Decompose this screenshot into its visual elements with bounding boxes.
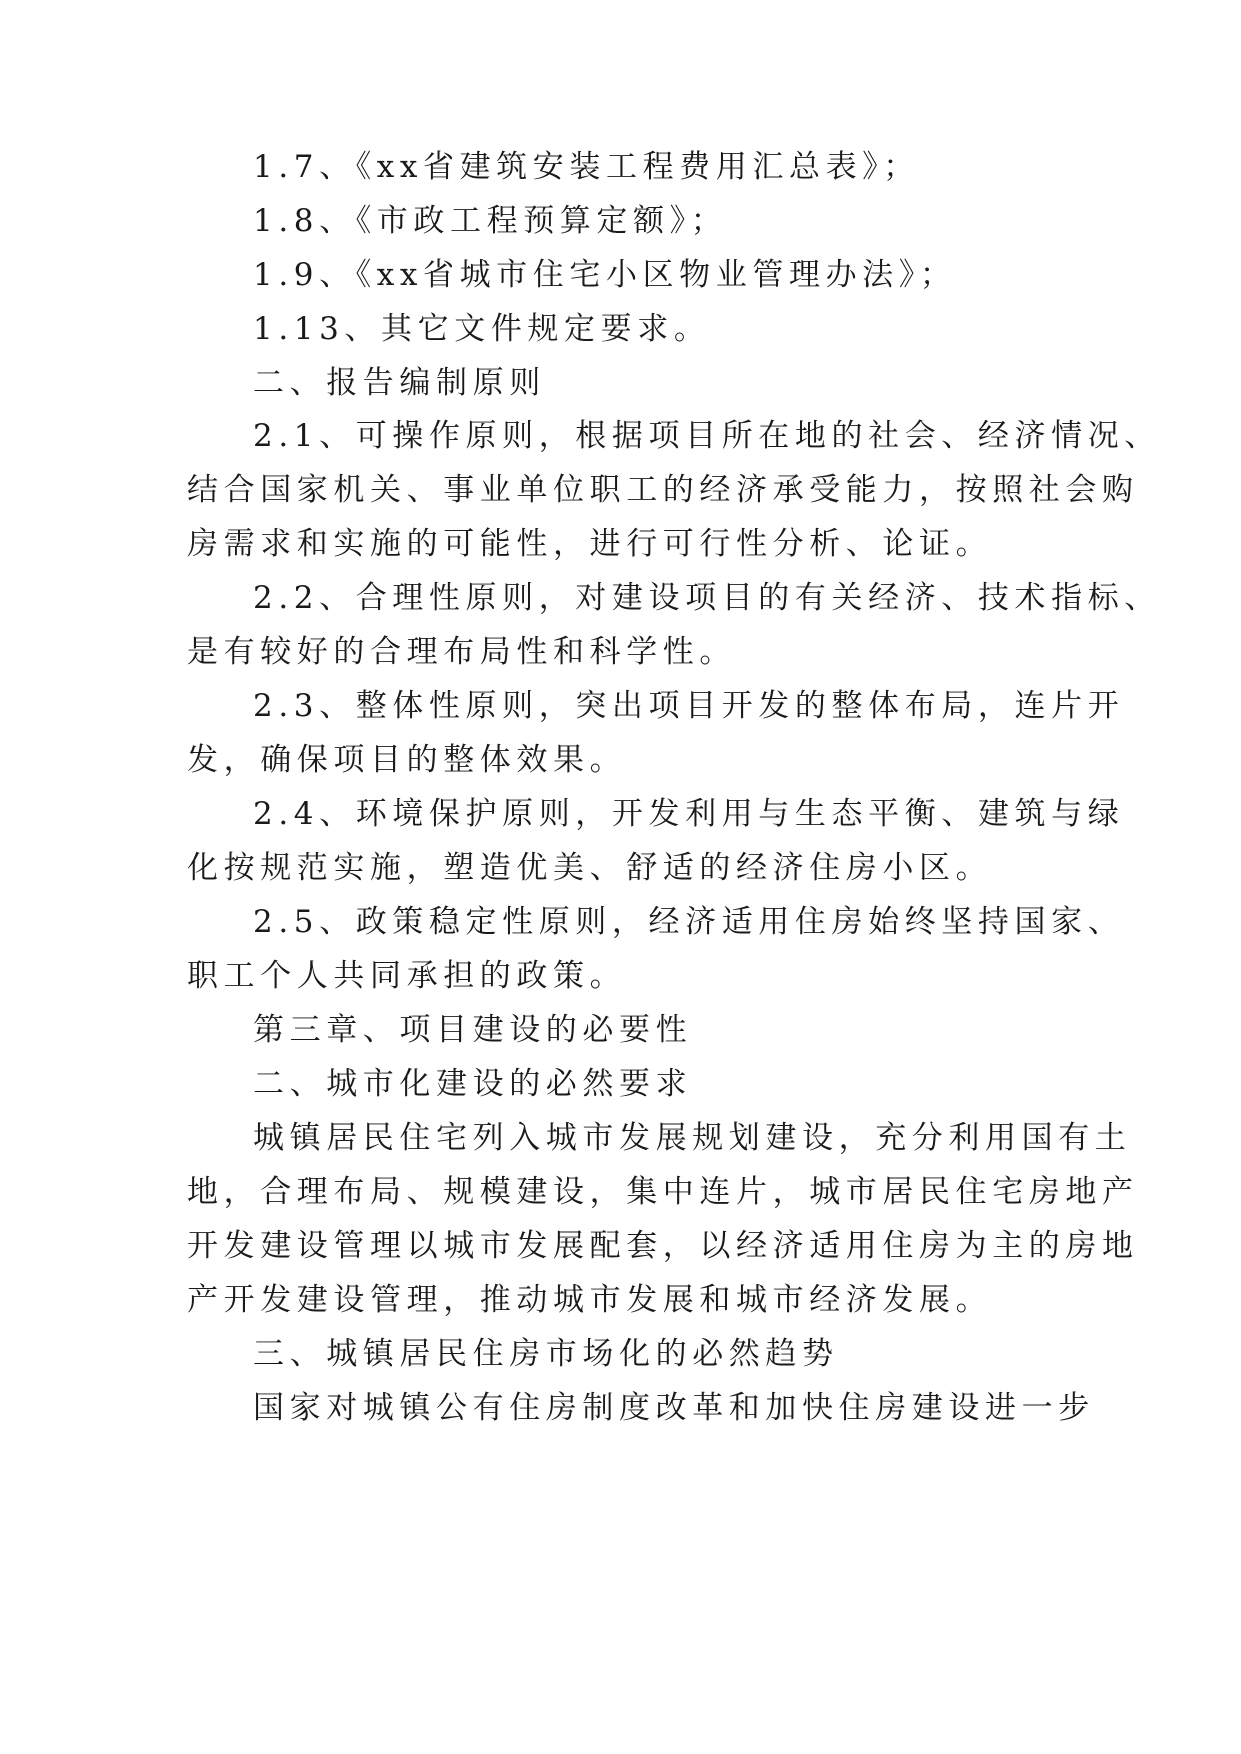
paragraph-line: 2.5、政策稳定性原则，经济适用住房始终坚持国家、 bbox=[253, 904, 1125, 940]
paragraph-line: 城镇居民住宅列入城市发展规划建设，充分利用国有土 bbox=[253, 1120, 1132, 1156]
item-1-9: 1.9、《xx省城市住宅小区物业管理办法》； bbox=[253, 257, 957, 293]
section-heading-housing-market: 三、城镇居民住房市场化的必然趋势 bbox=[253, 1336, 839, 1372]
item-1-8: 1.8、《市政工程预算定额》； bbox=[253, 203, 728, 239]
paragraph-line: 2.3、整体性原则，突出项目开发的整体布局，连片开 bbox=[253, 688, 1125, 724]
paragraph-line: 化按规范实施，塑造优美、舒适的经济住房小区。 bbox=[187, 850, 993, 886]
paragraph-line: 国家对城镇公有住房制度改革和加快住房建设进一步 bbox=[253, 1390, 1095, 1426]
chapter-heading: 第三章、项目建设的必要性 bbox=[253, 1012, 693, 1048]
item-1-13: 1.13、其它文件规定要求。 bbox=[253, 311, 711, 347]
paragraph-line: 2.4、环境保护原则，开发利用与生态平衡、建筑与绿 bbox=[253, 796, 1125, 832]
paragraph-line: 开发建设管理以城市发展配套，以经济适用住房为主的房地 bbox=[187, 1228, 1139, 1264]
section-heading-report-principles: 二、报告编制原则 bbox=[253, 365, 546, 401]
paragraph-line: 地，合理布局、规模建设，集中连片，城市居民住宅房地产 bbox=[187, 1174, 1139, 1210]
paragraph-line: 房需求和实施的可能性，进行可行性分析、论证。 bbox=[187, 526, 993, 562]
paragraph-line: 2.1、可操作原则，根据项目所在地的社会、经济情况、 bbox=[253, 418, 1161, 454]
paragraph-line: 产开发建设管理，推动城市发展和城市经济发展。 bbox=[187, 1282, 993, 1318]
paragraph-line: 职工个人共同承担的政策。 bbox=[187, 958, 627, 994]
paragraph-line: 是有较好的合理布局性和科学性。 bbox=[187, 634, 736, 670]
paragraph-line: 结合国家机关、事业单位职工的经济承受能力，按照社会购 bbox=[187, 472, 1139, 508]
paragraph-line: 发，确保项目的整体效果。 bbox=[187, 742, 627, 778]
item-1-7: 1.7、《xx省建筑安装工程费用汇总表》； bbox=[253, 149, 920, 185]
paragraph-line: 2.2、合理性原则，对建设项目的有关经济、技术指标、 bbox=[253, 580, 1161, 616]
section-heading-urbanization: 二、城市化建设的必然要求 bbox=[253, 1066, 693, 1102]
